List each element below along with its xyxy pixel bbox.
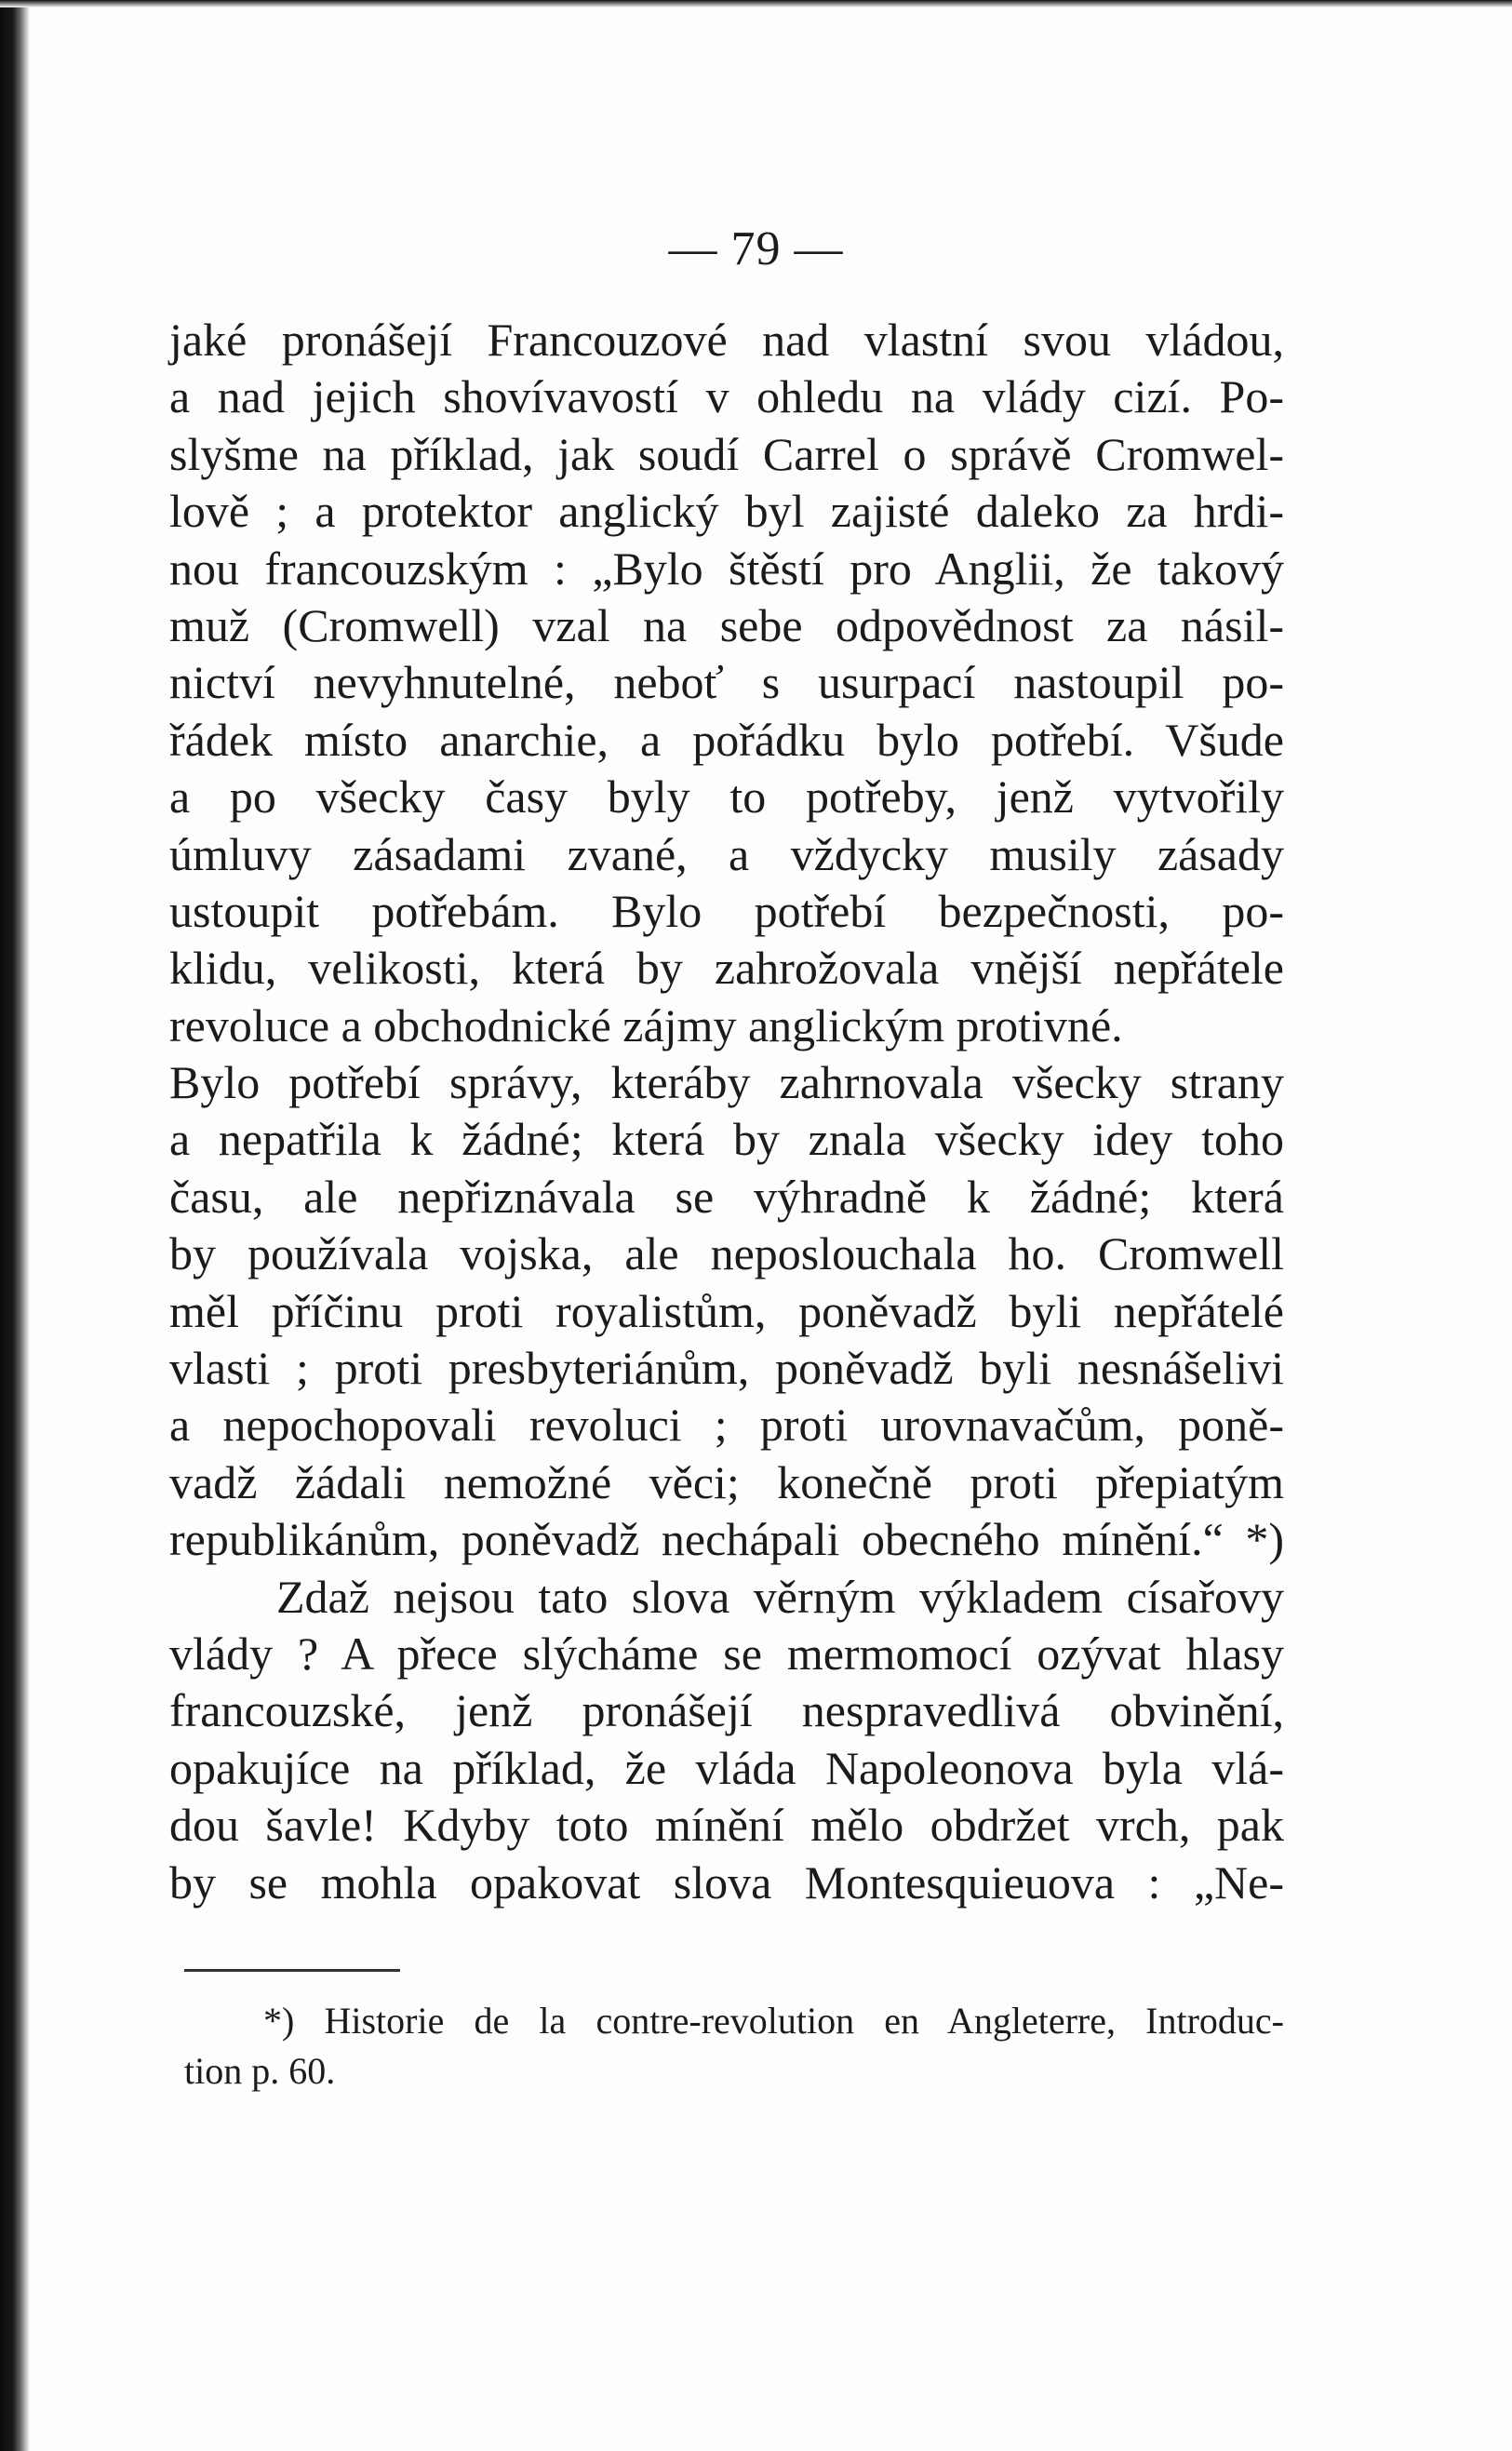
text-line: lově ; a protektor anglický byl zajisté daleko za hrdi- (169, 485, 1284, 538)
text-line: francouzské, jenž pronášejí nespravedlivá obvinění, (169, 1684, 1284, 1737)
text-line: opakujíce na příklad, že vláda Napoleonova byla vlá- (169, 1741, 1284, 1794)
text-line: by používala vojska, ale neposlouchala ho. Cromwell (169, 1227, 1284, 1280)
scan-binding-edge (0, 0, 30, 2451)
text-line: republikánům, poněvadž nechápali obecného mínění.“ *) (169, 1513, 1284, 1566)
text-line: nou francouzským : „Bylo štěstí pro Anglii, že takový (169, 542, 1284, 595)
text-line: slyšme na příklad, jak soudí Carrel o správě Cromwel- (169, 427, 1284, 480)
text-line: ustoupit potřebám. Bylo potřebí bezpečnosti, po- (169, 884, 1284, 937)
footnote-line: tion p. 60. (184, 2050, 336, 2092)
footnote-line: *) Historie de la contre-revolution en Angleterre, Introduc- (263, 2000, 1284, 2042)
text-line: jaké pronášejí Francouzové nad vlastní svou vládou, (169, 314, 1284, 366)
text-line: úmluvy zásadami zvané, a vždycky musily zásady (169, 827, 1284, 880)
scan-top-edge (0, 0, 1512, 7)
footnote (184, 1996, 1284, 2096)
footnote-rule (184, 1969, 400, 1972)
text-line: dou šavle! Kdyby toto mínění mělo obdržet vrch, pak (169, 1799, 1284, 1852)
text-line: revoluce a obchodnické zájmy anglickým protivné. (169, 998, 1123, 1051)
text-line: vlasti ; proti presbyteriánům, poněvadž byli nesnášelivi (169, 1342, 1284, 1395)
text-line: by se mohla opakovat slova Montesquieuova : „Ne- (169, 1855, 1284, 1909)
text-line: času, ale nepřiznávala se výhradně k žádné; která (169, 1170, 1284, 1223)
text-line: klidu, velikosti, která by zahrožovala vnější nepřátele (169, 942, 1284, 995)
page-number: — 79 — (668, 222, 844, 275)
text-line: vadž žádali nemožné věci; konečně proti přepiatým (169, 1455, 1284, 1508)
text-line: a nepatřila k žádné; která by znala všecky idey toho (169, 1113, 1284, 1166)
text-line: řádek místo anarchie, a pořádku bylo potřebí. Všude (169, 713, 1284, 766)
text-line: měl příčinu proti royalistům, poněvadž byli nepřátelé (169, 1284, 1284, 1337)
text-line: Zdaž nejsou tato slova věrným výkladem císařovy (276, 1570, 1284, 1623)
text-line: a nepochopovali revoluci ; proti urovnavačům, poně- (169, 1399, 1284, 1452)
text-line: a nad jejich shovívavostí v ohledu na vlády cizí. Po- (169, 370, 1284, 423)
text-line: Bylo potřebí správy, kteráby zahrnovala všecky strany (169, 1056, 1284, 1109)
body-text (169, 312, 1284, 1911)
text-line: a po všecky časy byly to potřeby, jenž vytvořily (169, 770, 1284, 824)
text-line: muž (Cromwell) vzal na sebe odpovědnost za násil- (169, 598, 1284, 651)
text-line: nictví nevyhnutelné, neboť s usurpací nastoupil po- (169, 656, 1284, 709)
text-line: vlády ? A přece slýcháme se mermomocí ozývat hlasy (169, 1627, 1284, 1680)
